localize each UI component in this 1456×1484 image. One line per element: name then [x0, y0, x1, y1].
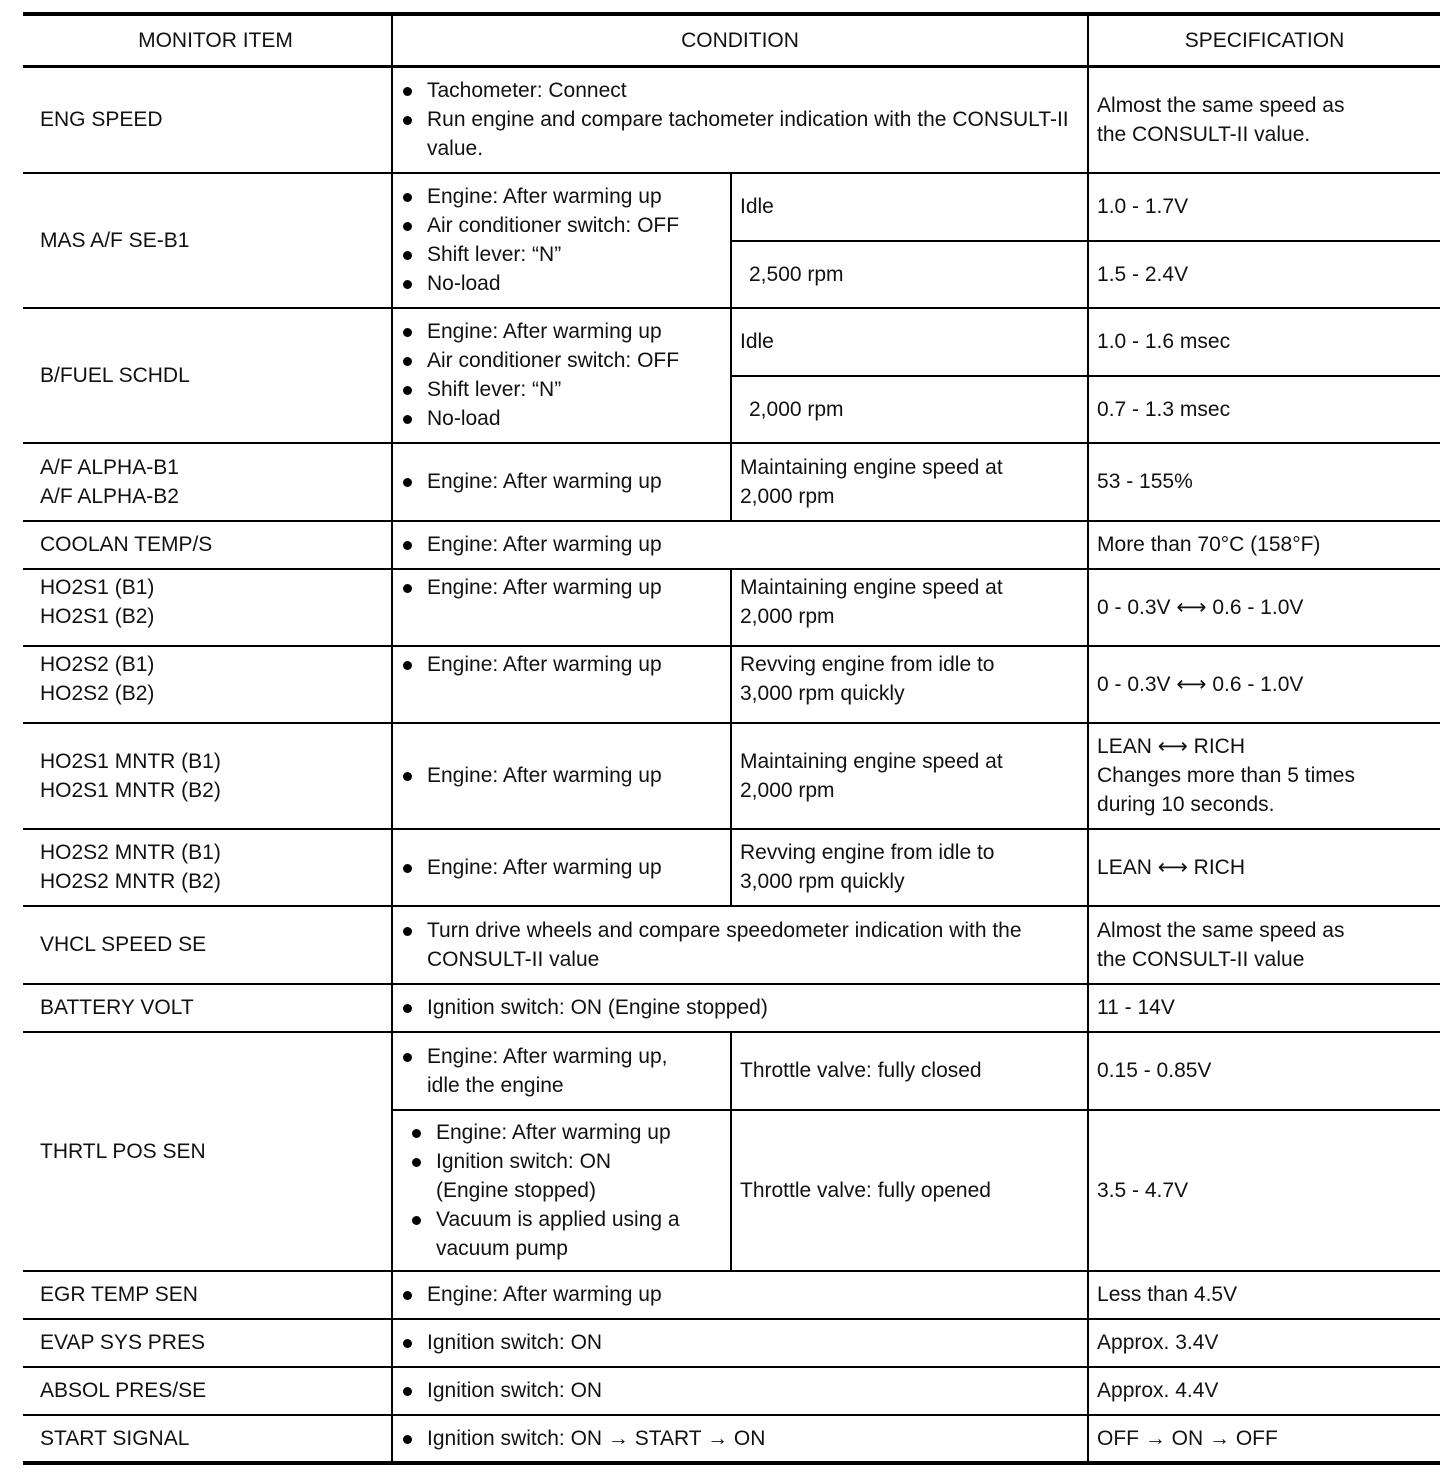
- spec-cell: 1.0 - 1.7V: [1088, 173, 1440, 241]
- sub-condition-line: Revving engine from idle to: [740, 652, 995, 676]
- spec-cell: Less than 4.5V: [1088, 1271, 1440, 1319]
- table-row: [23, 984, 1440, 1032]
- condition-bullet: Air conditioner switch: OFF: [401, 346, 722, 375]
- spec-cell: [1088, 723, 1440, 829]
- table-row: [23, 1367, 1440, 1415]
- table-row: [23, 173, 1440, 241]
- monitor-item-cell: [23, 829, 392, 906]
- condition-bullet: Engine: After warming up: [401, 467, 722, 496]
- condition-cell: [392, 1110, 731, 1271]
- condition-bullet: Engine: After warming up: [410, 1118, 722, 1147]
- table-row: [23, 521, 1440, 569]
- header-condition: CONDITION: [392, 14, 1088, 67]
- spec-cell: Approx. 3.4V: [1088, 1319, 1440, 1367]
- spec-line: the CONSULT-II value: [1097, 947, 1305, 971]
- sub-condition-cell: 2,500 rpm: [731, 241, 1088, 308]
- condition-bullet: Ignition switch: ON → START → ON: [401, 1424, 1079, 1453]
- condition-line: vacuum pump: [436, 1236, 568, 1260]
- monitor-item-line: HO2S2 MNTR (B1): [40, 841, 221, 864]
- condition-cell: [392, 829, 731, 906]
- condition-bullet: Engine: After warming up: [401, 317, 722, 346]
- sub-condition-cell: Throttle valve: fully opened: [731, 1110, 1088, 1271]
- spec-cell: 1.0 - 1.6 msec: [1088, 308, 1440, 376]
- monitor-item-line: HO2S1 (B1): [40, 575, 155, 599]
- sub-condition-line: Maintaining engine speed at: [740, 749, 1003, 773]
- spec-cell: Approx. 4.4V: [1088, 1367, 1440, 1415]
- condition-bullet: Engine: After warming up: [401, 573, 722, 602]
- table-row: [23, 829, 1440, 906]
- monitor-item-line: HO2S1 MNTR (B1): [40, 749, 221, 773]
- table-row: [23, 906, 1440, 984]
- monitor-item-cell: [23, 646, 392, 723]
- monitor-item-cell: ENG SPEED: [23, 67, 392, 173]
- sub-condition-cell: [731, 443, 1088, 521]
- condition-cell: [392, 308, 731, 443]
- sub-condition-line: Maintaining engine speed at: [740, 575, 1003, 599]
- spec-line: during 10 seconds.: [1097, 793, 1275, 816]
- spec-cell: 11 - 14V: [1088, 984, 1440, 1032]
- monitor-item-cell: ABSOL PRES/SE: [23, 1367, 392, 1415]
- table-row: [23, 67, 1440, 173]
- condition-bullet: Ignition switch: ON (Engine stopped): [401, 993, 1079, 1022]
- monitor-item-line: A/F ALPHA-B1: [40, 455, 179, 479]
- monitor-item-line: HO2S1 MNTR (B2): [40, 778, 221, 802]
- monitor-item-cell: B/FUEL SCHDL: [23, 308, 392, 443]
- spec-cell: 0.7 - 1.3 msec: [1088, 376, 1440, 443]
- condition-bullet: Ignition switch: ON: [410, 1147, 722, 1176]
- condition-cell: [392, 723, 731, 829]
- table-row: [23, 1415, 1440, 1463]
- sub-condition-cell: Idle: [731, 308, 1088, 376]
- spec-cell: More than 70°C (158°F): [1088, 521, 1440, 569]
- spec-line: Almost the same speed as: [1097, 93, 1345, 117]
- monitor-item-cell: COOLAN TEMP/S: [23, 521, 392, 569]
- table-row: [23, 646, 1440, 723]
- condition-bullet: Engine: After warming up: [401, 530, 1079, 559]
- monitor-item-line: HO2S1 (B2): [40, 604, 155, 628]
- spec-cell: [1088, 906, 1440, 984]
- monitor-item-cell: BATTERY VOLT: [23, 984, 392, 1032]
- condition-bullet: Shift lever: “N”: [401, 375, 722, 404]
- sub-condition-cell: [731, 569, 1088, 646]
- spec-cell: 1.5 - 2.4V: [1088, 241, 1440, 308]
- condition-bullet: Ignition switch: ON: [401, 1376, 1079, 1405]
- condition-bullet: No-load: [401, 404, 722, 433]
- monitor-item-cell: [23, 723, 392, 829]
- sub-condition-cell: [731, 646, 1088, 723]
- table-row: [23, 1319, 1440, 1367]
- spec-cell: 0 - 0.3V ⟷ 0.6 - 1.0V: [1088, 646, 1440, 723]
- condition-cell: [392, 1367, 1088, 1415]
- spec-line: LEAN ⟷ RICH: [1097, 735, 1245, 758]
- spec-cell: [1088, 67, 1440, 173]
- condition-cell: [392, 1415, 1088, 1463]
- monitor-item-cell: VHCL SPEED SE: [23, 906, 392, 984]
- condition-cell: [392, 1319, 1088, 1367]
- condition-bullet: Tachometer: Connect: [401, 76, 1079, 105]
- monitor-item-cell: [23, 443, 392, 521]
- monitor-spec-table: [23, 12, 1440, 1465]
- condition-cell: [392, 984, 1088, 1032]
- monitor-item-cell: EVAP SYS PRES: [23, 1319, 392, 1367]
- spec-cell: LEAN ⟷ RICH: [1088, 829, 1440, 906]
- sub-condition-cell: [731, 829, 1088, 906]
- spec-cell: OFF → ON → OFF: [1088, 1415, 1440, 1463]
- header-monitor-item: MONITOR ITEM: [23, 14, 392, 67]
- condition-bullet: Engine: After warming up: [401, 853, 722, 882]
- sub-condition-line: 2,000 rpm: [740, 604, 835, 628]
- monitor-item-line: HO2S2 (B2): [40, 681, 155, 705]
- sub-condition-line: 3,000 rpm quickly: [740, 681, 905, 705]
- condition-bullet: Engine: After warming up: [401, 650, 722, 679]
- condition-line: idle the engine: [427, 1073, 564, 1097]
- sub-condition-cell: Throttle valve: fully closed: [731, 1032, 1088, 1110]
- table-row: [23, 308, 1440, 376]
- monitor-item-line: HO2S2 MNTR (B2): [40, 870, 221, 893]
- condition-cell: [392, 1271, 1088, 1319]
- condition-bullet: Vacuum is applied using a: [410, 1205, 722, 1234]
- table-row: [23, 723, 1440, 829]
- monitor-item-cell: EGR TEMP SEN: [23, 1271, 392, 1319]
- condition-bullet: Run engine and compare tachometer indication with the CONSULT-II value.: [401, 105, 1079, 163]
- condition-cell: [392, 569, 731, 646]
- sub-condition-line: Revving engine from idle to: [740, 841, 995, 864]
- spec-line: Almost the same speed as: [1097, 918, 1345, 942]
- spec-cell: 0 - 0.3V ⟷ 0.6 - 1.0V: [1088, 569, 1440, 646]
- monitor-item-cell: MAS A/F SE-B1: [23, 173, 392, 308]
- condition-bullet: Air conditioner switch: OFF: [401, 211, 722, 240]
- sub-condition-cell: Idle: [731, 173, 1088, 241]
- sub-condition-line: 2,000 rpm: [740, 484, 835, 508]
- spec-line: Changes more than 5 times: [1097, 764, 1355, 787]
- sub-condition-cell: 2,000 rpm: [731, 376, 1088, 443]
- table-row: [23, 569, 1440, 646]
- condition-cell: [392, 443, 731, 521]
- spec-line: the CONSULT-II value.: [1097, 122, 1311, 146]
- condition-cell: [392, 1032, 731, 1110]
- monitor-item-line: A/F ALPHA-B2: [40, 484, 179, 508]
- table-row: [23, 1032, 1440, 1110]
- sub-condition-line: 2,000 rpm: [740, 778, 835, 802]
- spec-cell: 3.5 - 4.7V: [1088, 1110, 1440, 1271]
- header-specification: SPECIFICATION: [1088, 14, 1440, 67]
- spec-cell: 53 - 155%: [1088, 443, 1440, 521]
- condition-bullet: Engine: After warming up: [401, 182, 722, 211]
- header-row: [23, 14, 1440, 67]
- monitor-item-line: HO2S2 (B1): [40, 652, 155, 676]
- monitor-item-cell: [23, 569, 392, 646]
- monitor-item-cell: THRTL POS SEN: [23, 1032, 392, 1271]
- spec-cell: 0.15 - 0.85V: [1088, 1032, 1440, 1110]
- sub-condition-line: 3,000 rpm quickly: [740, 870, 905, 893]
- condition-bullet: Engine: After warming up: [401, 1280, 1079, 1309]
- table-row: [23, 443, 1440, 521]
- condition-cell: [392, 906, 1088, 984]
- monitor-item-cell: START SIGNAL: [23, 1415, 392, 1463]
- condition-bullet: Engine: After warming up,: [401, 1042, 722, 1071]
- sub-condition-cell: [731, 723, 1088, 829]
- table-row: [23, 1271, 1440, 1319]
- condition-cell: [392, 173, 731, 308]
- condition-bullet: Engine: After warming up: [401, 761, 722, 790]
- condition-cell: [392, 646, 731, 723]
- condition-cell: [392, 521, 1088, 569]
- condition-line: (Engine stopped): [436, 1178, 596, 1202]
- condition-bullet: No-load: [401, 269, 722, 298]
- condition-bullet: Shift lever: “N”: [401, 240, 722, 269]
- sub-condition-line: Maintaining engine speed at: [740, 455, 1003, 479]
- condition-bullet: Turn drive wheels and compare speedometer indication with the CONSULT-II value: [401, 916, 1079, 974]
- condition-cell: [392, 67, 1088, 173]
- condition-bullet: Ignition switch: ON: [401, 1328, 1079, 1357]
